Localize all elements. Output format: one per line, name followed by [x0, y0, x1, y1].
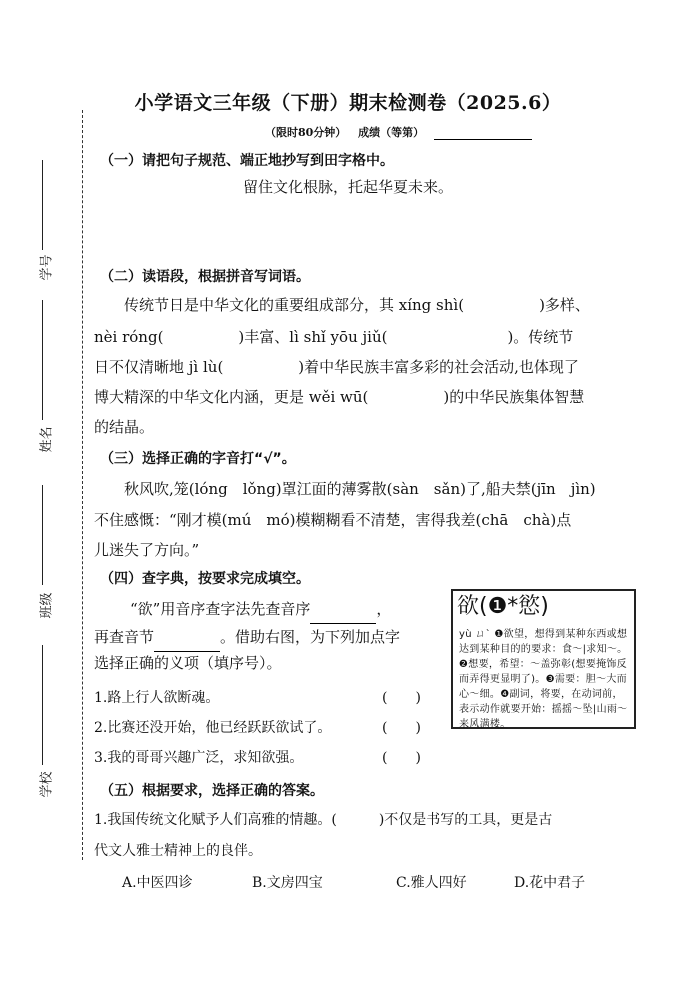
section5-question: 代文人雅士精神上的良伴。	[94, 843, 262, 859]
class-line	[42, 485, 43, 585]
option-d[interactable]: D.花中君子	[514, 875, 586, 891]
student-no-label: 学号	[39, 254, 55, 281]
section4-line: “欲”用音序查字法先查音序 ，	[130, 594, 391, 624]
option-b[interactable]: B.文房四宝	[252, 875, 323, 891]
section2-line: 的结晶。	[94, 418, 155, 436]
section3-line: 不住感慨：“刚才模(mú mó)模糊糊看不清楚，害得我差(chā chà)点	[94, 511, 572, 529]
question-item: 1.路上行人欲断魂。	[94, 690, 220, 706]
answer-paren[interactable]: ( )	[382, 720, 421, 736]
answer-paren[interactable]: ( )	[382, 690, 421, 706]
option-a[interactable]: A.中医四诊	[122, 875, 193, 891]
question-item: 2.比赛还没开始，他已经跃跃欲试了。	[94, 720, 332, 736]
section1-heading: （一）请把句子规范、端正地抄写到田字格中。	[100, 153, 394, 169]
score-blank[interactable]	[434, 128, 532, 140]
dictionary-headword: 欲(❶*慾)	[457, 594, 549, 619]
question-item: 3.我的哥哥兴趣广泛，求知欲强。	[94, 750, 304, 766]
name-label: 姓名	[39, 426, 55, 453]
section2-line: 传统节日是中华文化的重要组成部分，其 xíng shì( )多样、	[124, 296, 590, 314]
page-title: 小学语文三年级（下册）期末检测卷（2025.6）	[134, 92, 562, 114]
section2-line: 博大精深的中华文化内涵，更是 wěi wū( )的中华民族集体智慧	[94, 388, 585, 406]
exam-meta	[265, 124, 532, 140]
section4-line: 选择正确的义项（填序号）。	[94, 654, 282, 672]
section3-line: 秋风吹,笼(lóng lǒng)罩江面的薄雾散(sàn sǎn)了,船夫禁(jīn jìn)	[124, 480, 596, 498]
section4-heading: （四）查字典，按要求完成填空。	[100, 571, 310, 587]
option-c[interactable]: C.雅人四好	[396, 875, 467, 891]
section2-line: 日不仅清晰地 jì lù( )着中华民族丰富多彩的社会活动,也体现了	[94, 358, 579, 376]
section4-text: “欲”用音序查字法先查音序	[130, 600, 311, 618]
section4-text: 再查音节	[94, 628, 155, 646]
class-label: 班级	[39, 592, 55, 619]
section3-heading: （三）选择正确的字音打“√”。	[100, 451, 296, 467]
section3-line: 儿迷失了方向。”	[94, 541, 200, 559]
answer-paren[interactable]: ( )	[382, 750, 421, 766]
section4-text: 。借助右图，为下列加点字	[220, 628, 401, 646]
score-label: 成绩（等第）	[358, 126, 425, 139]
school-label: 学校	[39, 771, 55, 798]
dictionary-text: yù ㄩˋ ❶欲望，想得到某种东西或想达到某种目的的要求：食～|求知～。❷想要，希望：～盖弥彰(想要掩饰反而弄得更显明了)。❸需要：胆～大而心～细。❹副词，将要，在动词前，表示动作就要开始：摇摇～坠|山雨～来风满楼。	[459, 629, 628, 730]
name-line	[42, 300, 43, 420]
student-no-line	[42, 160, 43, 250]
section5-heading: （五）根据要求，选择正确的答案。	[100, 783, 324, 799]
section5-question: 1.我国传统文化赋予人们高雅的情趣。( )不仅是书写的工具，更是古	[94, 812, 553, 828]
section2-line: nèi róng( )丰富、lì shǐ yōu jiǔ( )。传统节	[94, 328, 574, 346]
copy-sentence: 留住文化根脉，托起华夏未来。	[242, 178, 453, 196]
binding-dashed-line	[82, 110, 83, 860]
time-limit: （限时80分钟）	[265, 126, 347, 139]
dictionary-entry-box	[451, 589, 636, 729]
section2-heading: （二）读语段，根据拼音写词语。	[100, 269, 310, 285]
school-line	[42, 645, 43, 765]
